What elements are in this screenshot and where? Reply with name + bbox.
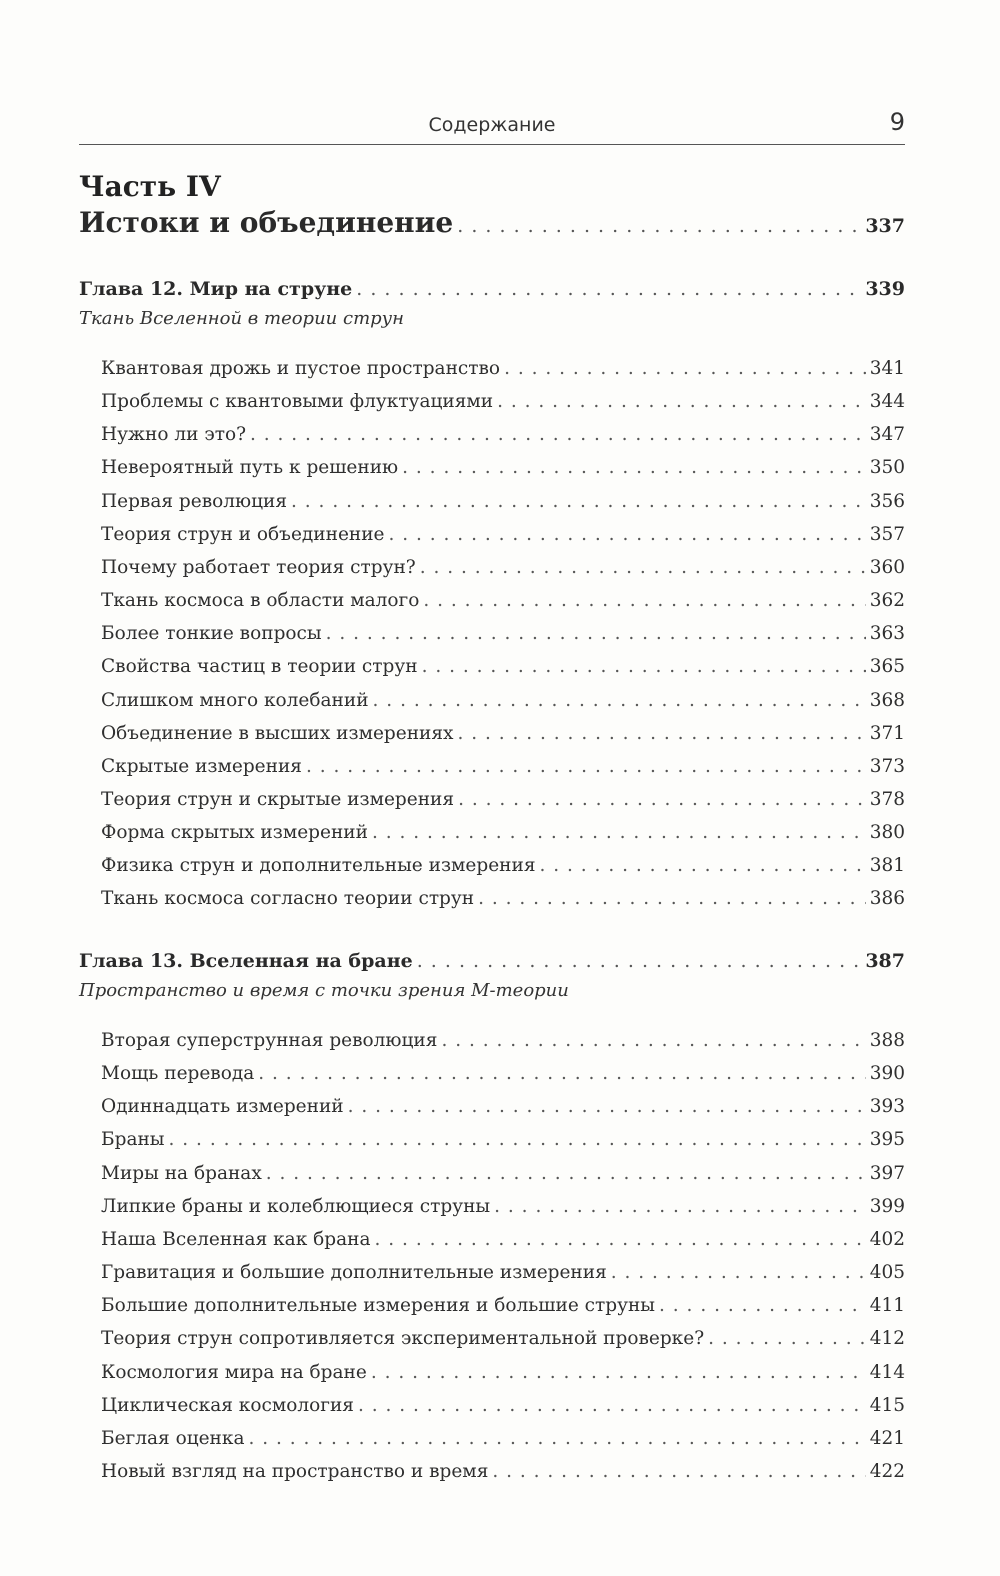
section-title: Почему работает теория струн? [101, 556, 416, 578]
leader-dots [248, 1428, 865, 1449]
section-title: Вторая суперструнная революция [101, 1030, 438, 1051]
section-title: Мощь перевода [101, 1063, 255, 1085]
leader-dots [266, 1163, 866, 1184]
section-title: Форма скрытых измерений [101, 822, 368, 844]
section-title: Циклическая космология [101, 1394, 354, 1416]
section-page: 422 [869, 1460, 905, 1482]
section-entry[interactable] [101, 656, 905, 677]
section-page: 397 [869, 1162, 905, 1184]
section-title: Наша Вселенная как брана [101, 1228, 371, 1250]
chapter-page: 387 [865, 950, 905, 972]
section-page: 360 [869, 556, 905, 578]
part-title-entry[interactable] [79, 206, 905, 239]
section-title: Более тонкие вопросы [101, 623, 322, 645]
section-title: Ткань космоса согласно теории струн [101, 888, 475, 910]
section-entry[interactable] [101, 590, 905, 611]
leader-dots [422, 656, 866, 677]
leader-dots [389, 524, 866, 545]
leader-dots [291, 491, 866, 512]
section-entry[interactable] [101, 789, 905, 810]
leader-dots [478, 888, 866, 909]
section-title: Слишком много колебаний [101, 689, 369, 711]
leader-dots [358, 1395, 866, 1416]
leader-dots [326, 623, 866, 644]
section-entry[interactable] [101, 524, 905, 545]
section-page: 378 [869, 788, 905, 810]
chapter-subtitle: Пространство и время с точки зрения М-теории [79, 980, 569, 1001]
section-title: Теория струн и скрытые измерения [101, 788, 455, 810]
leader-dots [371, 1362, 866, 1383]
leader-dots [611, 1262, 866, 1283]
section-page: 415 [869, 1394, 905, 1416]
section-title: Свойства частиц в теории струн [101, 656, 418, 678]
chapter-entry[interactable] [79, 278, 905, 300]
section-page: 380 [869, 822, 905, 844]
section-entry[interactable] [101, 1229, 905, 1250]
leader-dots [417, 950, 862, 972]
leader-dots [169, 1129, 866, 1150]
section-page: 357 [869, 523, 905, 545]
section-title: Одиннадцать измерений [101, 1096, 344, 1118]
section-entry[interactable] [101, 1461, 905, 1482]
leader-dots [306, 756, 866, 777]
section-entry[interactable] [101, 756, 905, 777]
section-page: 405 [869, 1262, 905, 1284]
leader-dots [250, 424, 866, 445]
section-entry[interactable] [101, 855, 905, 876]
section-page: 362 [869, 590, 905, 612]
leader-dots [659, 1295, 866, 1316]
part-page: 337 [865, 215, 905, 237]
leader-dots [494, 1196, 866, 1217]
section-title: Гравитация и большие дополнительные измерения [101, 1262, 607, 1284]
part-label: Часть IV [79, 170, 221, 203]
section-entry[interactable] [101, 491, 905, 512]
section-title: Первая революция [101, 490, 288, 512]
section-entry[interactable] [101, 888, 905, 909]
section-entry[interactable] [101, 1163, 905, 1184]
leader-dots [423, 590, 865, 611]
section-page: 368 [869, 689, 905, 711]
section-page: 393 [869, 1096, 905, 1118]
section-entry[interactable] [101, 457, 905, 478]
leader-dots [402, 457, 866, 478]
section-page: 388 [869, 1030, 905, 1051]
section-entry[interactable] [101, 1295, 905, 1316]
part-title: Истоки и объединение [79, 206, 454, 239]
section-entry[interactable] [101, 424, 905, 445]
page-number: 9 [889, 108, 905, 136]
section-page: 347 [869, 424, 905, 446]
section-entry[interactable] [101, 1262, 905, 1283]
section-page: 373 [869, 755, 905, 777]
section-title: Браны [101, 1129, 165, 1151]
leader-dots [540, 855, 866, 876]
section-page: 402 [869, 1228, 905, 1250]
chapter-subtitle: Ткань Вселенной в теории струн [79, 308, 404, 329]
running-header [79, 108, 905, 145]
section-entry[interactable] [101, 1428, 905, 1449]
section-entry[interactable] [101, 1328, 905, 1349]
section-title: Объединение в высших измерениях [101, 722, 454, 744]
section-entry[interactable] [101, 391, 905, 412]
section-title: Космология мира на бране [101, 1361, 367, 1383]
section-page: 356 [869, 490, 905, 512]
section-entry[interactable] [101, 557, 905, 578]
leader-dots [708, 1328, 866, 1349]
section-title: Ткань космоса в области малого [101, 590, 420, 612]
section-title: Нужно ли это? [101, 424, 247, 446]
section-page: 421 [869, 1427, 905, 1449]
leader-dots [457, 215, 861, 237]
section-page: 411 [869, 1295, 905, 1317]
leader-dots [372, 822, 866, 843]
leader-dots [420, 557, 866, 578]
section-entry[interactable] [101, 358, 905, 379]
section-entry[interactable] [101, 1362, 905, 1383]
leader-dots [457, 723, 865, 744]
section-entry[interactable] [101, 822, 905, 843]
leader-dots [504, 358, 866, 379]
section-title: Липкие браны и колеблющиеся струны [101, 1195, 491, 1217]
leader-dots [375, 1229, 866, 1250]
section-entry[interactable] [101, 1030, 905, 1051]
section-entry[interactable] [101, 1196, 905, 1217]
section-page: 414 [869, 1361, 905, 1383]
section-entry[interactable] [101, 1063, 905, 1084]
section-page: 344 [869, 391, 905, 413]
section-page: 412 [869, 1328, 905, 1350]
section-page: 381 [869, 855, 905, 877]
chapter-page: 339 [865, 278, 905, 300]
leader-dots [458, 789, 866, 810]
leader-dots [348, 1096, 866, 1117]
section-page: 371 [869, 722, 905, 744]
section-page: 363 [869, 623, 905, 645]
section-page: 341 [869, 358, 905, 379]
section-entry[interactable] [101, 690, 905, 711]
section-page: 386 [869, 888, 905, 910]
section-title: Большие дополнительные измерения и большие струны [101, 1295, 656, 1317]
section-page: 395 [869, 1129, 905, 1151]
section-title: Квантовая дрожь и пустое пространство [101, 358, 501, 379]
section-title: Беглая оценка [101, 1427, 245, 1449]
running-title: Содержание [428, 114, 556, 136]
section-title: Скрытые измерения [101, 755, 302, 777]
section-title: Физика струн и дополнительные измерения [101, 855, 536, 877]
leader-dots [258, 1063, 865, 1084]
section-entry[interactable] [101, 623, 905, 644]
leader-dots [497, 391, 866, 412]
section-entry[interactable] [101, 1395, 905, 1416]
chapter-title: Глава 12. Мир на струне [79, 278, 353, 300]
section-entry[interactable] [101, 1096, 905, 1117]
leader-dots [492, 1461, 865, 1482]
section-page: 390 [869, 1063, 905, 1085]
section-page: 365 [869, 656, 905, 678]
section-title: Проблемы с квантовыми флуктуациями [101, 391, 494, 413]
section-title: Теория струн сопротивляется экспериментальной проверке? [101, 1328, 705, 1350]
section-title: Миры на бранах [101, 1162, 262, 1184]
section-title: Новый взгляд на пространство и время [101, 1460, 489, 1482]
leader-dots [373, 690, 866, 711]
section-page: 350 [869, 457, 905, 479]
chapter-title: Глава 13. Вселенная на бране [79, 950, 413, 972]
section-page: 399 [869, 1195, 905, 1217]
section-title: Невероятный путь к решению [101, 457, 399, 479]
section-entry[interactable] [101, 723, 905, 744]
leader-dots [356, 278, 861, 300]
section-entry[interactable] [101, 1129, 905, 1150]
leader-dots [441, 1030, 865, 1051]
section-title: Теория струн и объединение [101, 523, 385, 545]
chapter-entry[interactable] [79, 950, 905, 972]
